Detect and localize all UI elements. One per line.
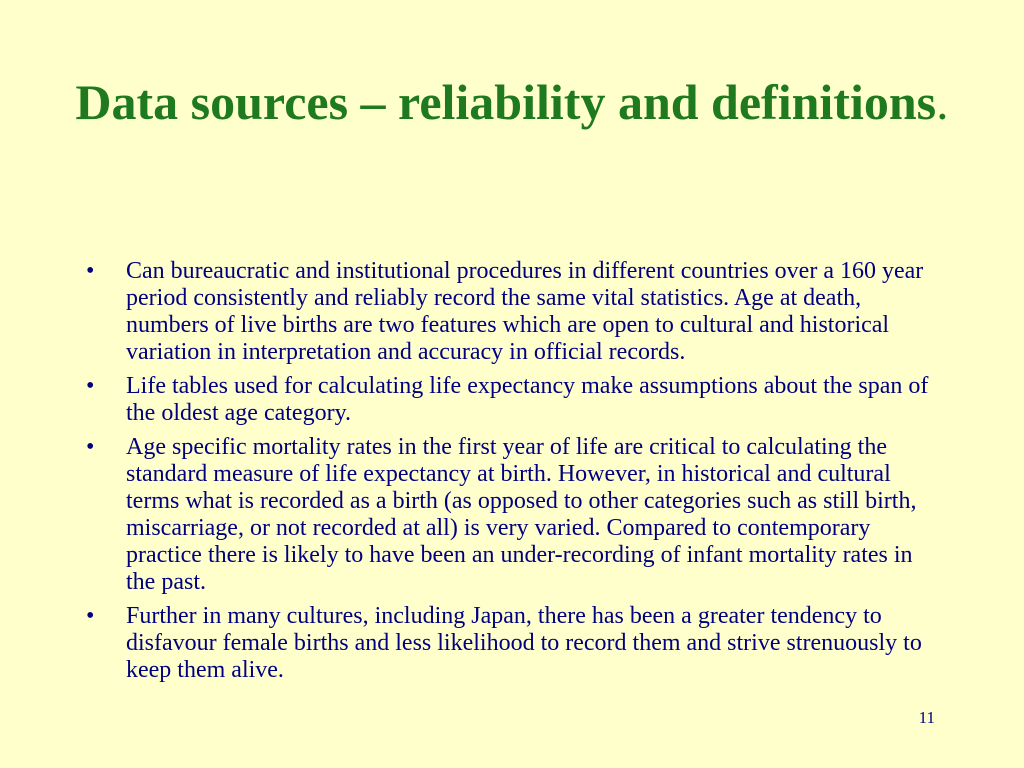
bullet-marker: • xyxy=(86,434,95,460)
bullet-list xyxy=(78,258,940,691)
bullet-marker: • xyxy=(86,373,95,399)
bullet-text: Can bureaucratic and institutional procedures in different countries over a 160 year period consistently and reliably record the same vital statistics. Age at death, numbers of live births are two features which are open to cultural and historical variation in interpretation and accuracy in official records. xyxy=(126,258,924,365)
bullet-marker: • xyxy=(86,603,95,629)
bullet-text: Age specific mortality rates in the first year of life are critical to calculating the standard measure of life expectancy at birth. However, in historical and cultural terms what is recorded as a birth (as opposed to other categories such as still birth, miscarriage, or not recorded at all) is very varied. Compared to contemporary practice there is likely to have been an under-recording of infant mortality rates in the past. xyxy=(126,434,917,595)
bullet-text: Further in many cultures, including Japan, there has been a greater tendency to disfavour female births and less likelihood to record them and strive strenuously to keep them alive. xyxy=(126,603,922,683)
slide-title-punctuation: . xyxy=(936,74,949,130)
bullet-item xyxy=(78,603,940,684)
slide-title xyxy=(60,70,964,134)
bullet-item xyxy=(78,373,940,427)
bullet-item xyxy=(78,258,940,366)
bullet-marker: • xyxy=(86,258,95,284)
bullet-text: Life tables used for calculating life expectancy make assumptions about the span of the oldest age category. xyxy=(126,373,929,426)
page-number: 11 xyxy=(918,708,935,727)
bullet-item xyxy=(78,434,940,596)
slide-title-text: Data sources – reliability and definitions xyxy=(75,74,937,130)
